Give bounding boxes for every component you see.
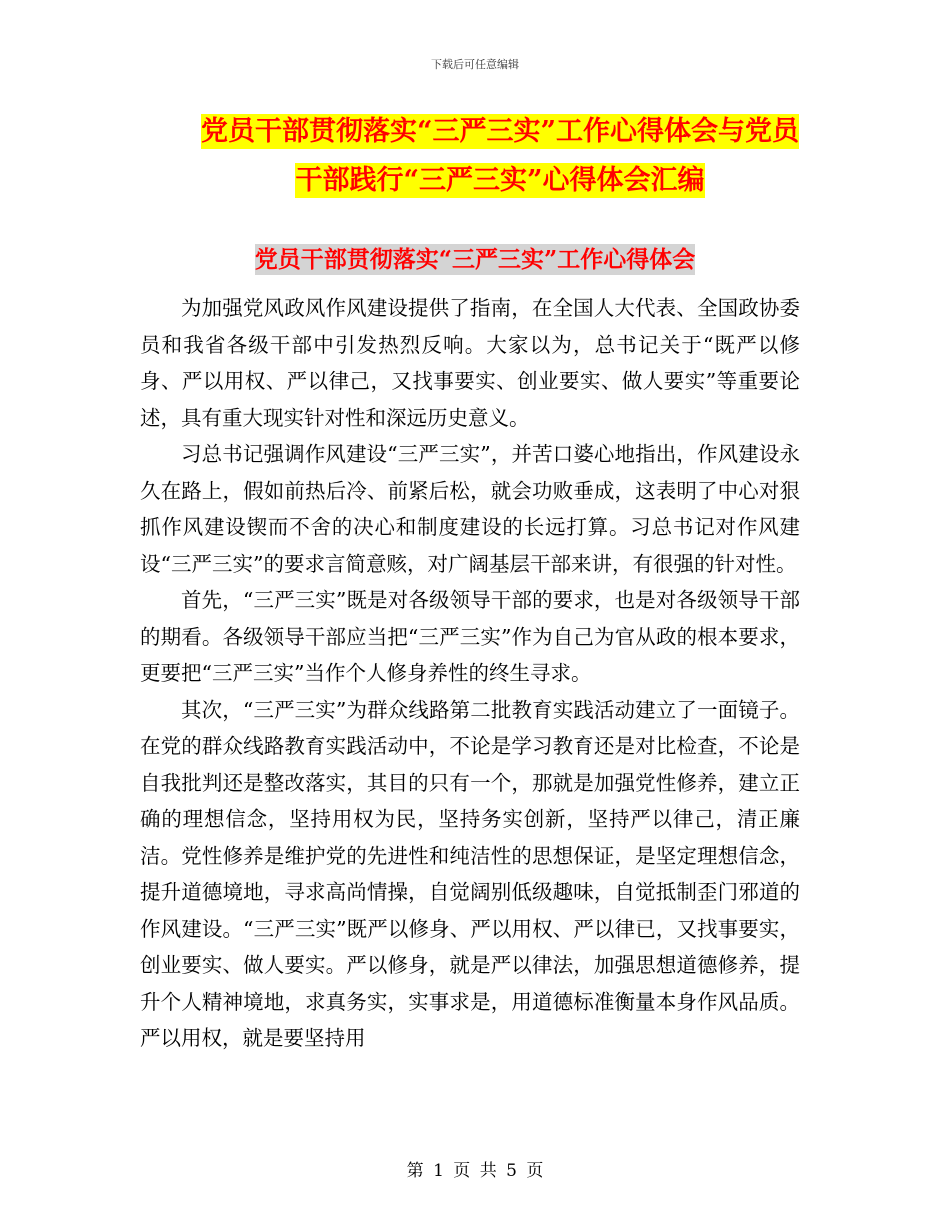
paragraph: 其次，“三严三实”为群众线路第二批教育实践活动建立了一面镜子。在党的群众线路教育实践活动中，不论是学习教育还是对比检查，不论是自我批判还是整改落实，其目的只有一个，那就是加强党性修养，建立正确的理想信念，坚持用权为民，坚持务实创新，坚持严以律己，清正廉洁。党性修养是维护党的先进性和纯洁性的思想保证，是坚定理想信念，提升道德境地，寻求高尚情操，自觉阔别低级趣味，自觉抵制歪门邪道的作风建设。“三严三实”既严以修身、严以用权、严以律已，又找事要实，创业要实、做人要实。严以修身，就是严以律法，加强思想道德修养，提升个人精神境地，求真务实，实事求是，用道德标准衡量本身作风品质。严以用权，就是要坚持用 — [140, 697, 800, 1050]
body-text — [140, 290, 800, 1057]
section-title — [120, 244, 830, 276]
document-title-line-2: 干部践行“三严三实”心得体会汇编 — [295, 165, 705, 196]
header-note: 下载后可任意编辑 — [431, 58, 519, 71]
paragraph: 为加强党风政风作风建设提供了指南，在全国人大代表、全国政协委员和我省各级干部中引发热烈反响。大家以为，总书记关于“既严以修身、严以用权、严以律己，又找事要实、创业要实、做人要实”等重要论述，具有重大现实针对性和深远历史意义。 — [140, 296, 800, 430]
page-number: 第 1 页 共 5 页 — [406, 1161, 544, 1181]
paragraph: 习总书记强调作风建设“三严三实”，并苦口婆心地指出，作风建设永久在路上，假如前热后冷、前紧后松，就会功败垂成，这表明了中心对狠抓作风建设锲而不舍的决心和制度建设的长远打算。习总书记对作风建设“三严三实”的要求言简意赅，对广阔基层干部来讲，有很强的针对性。 — [140, 442, 800, 576]
document-title-line-1: 党员干部贯彻落实“三严三实”工作心得体会与党员 — [200, 116, 800, 147]
paragraph: 首先，“三严三实”既是对各级领导干部的要求，也是对各级领导干部的期看。各级领导干部应当把“三严三实”作为自己为官从政的根本要求，更要把“三严三实”当作个人修身养性的终生寻求。 — [140, 588, 800, 685]
document-title — [120, 107, 880, 205]
section-title-text: 党员干部贯彻落实“三严三实”工作心得体会 — [254, 246, 696, 273]
